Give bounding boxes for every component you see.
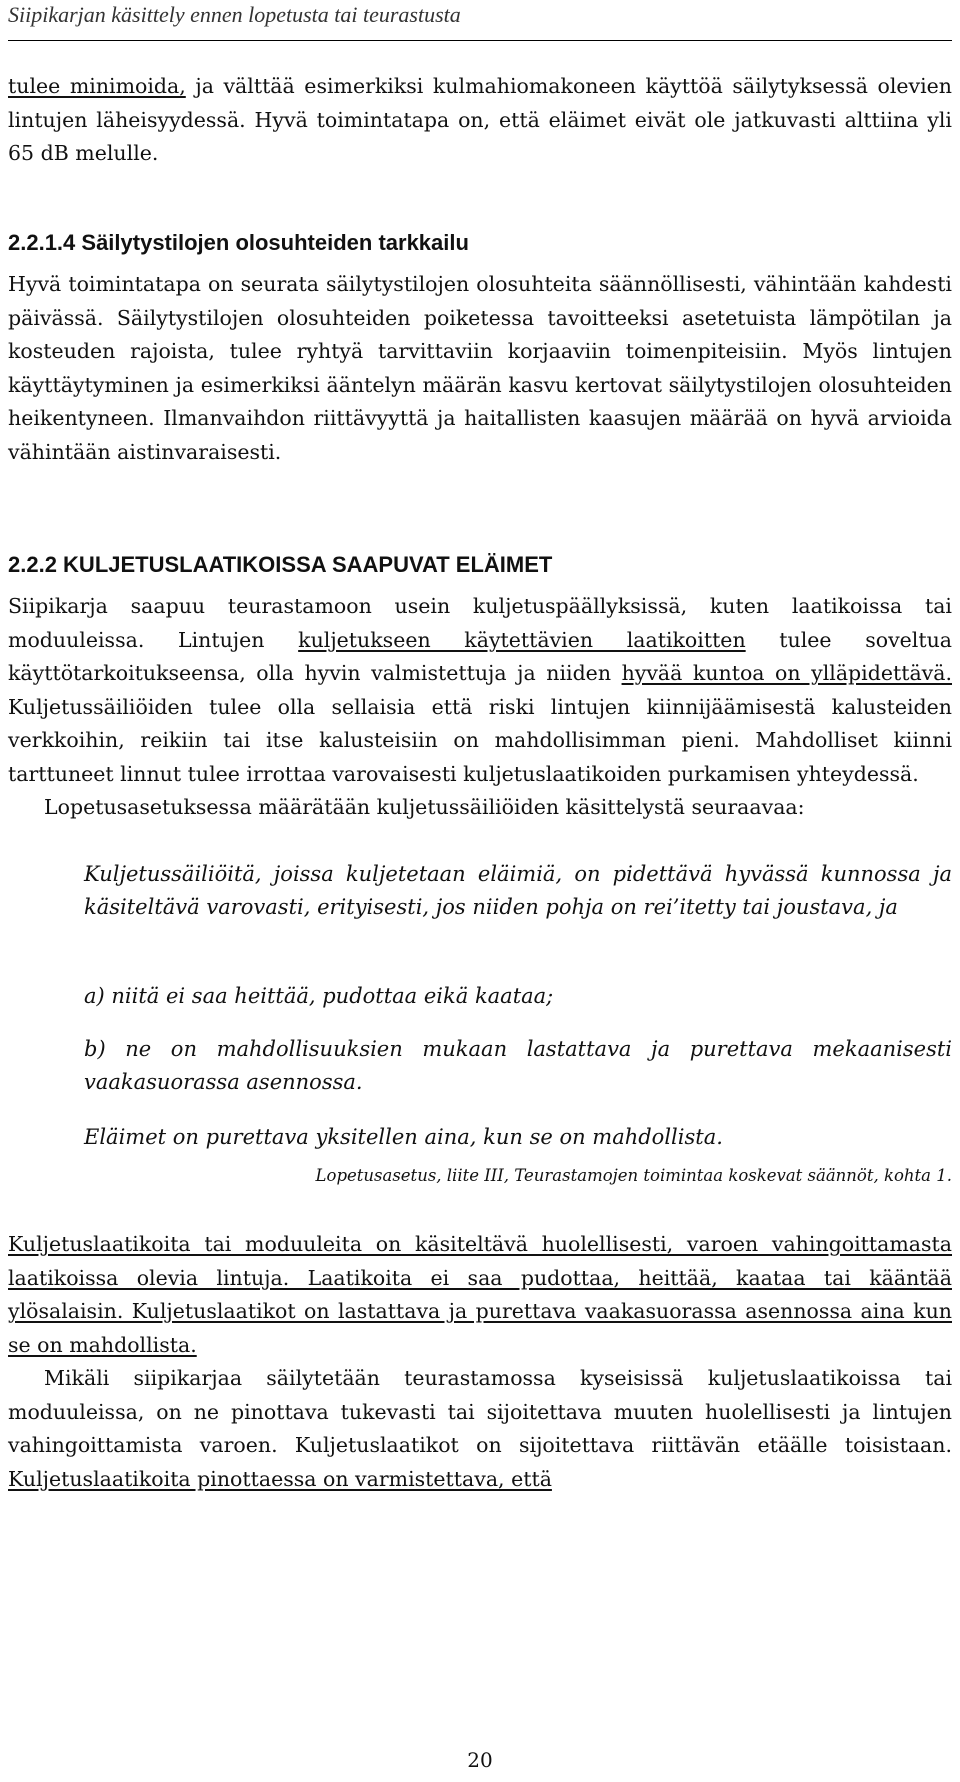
section-2-2-1-4 xyxy=(8,230,952,469)
page-number: 20 xyxy=(467,1748,493,1772)
quote-item-b: b) ne on mahdollisuuksien mukaan lastattava ja purettava mekaanisesti vaakasuorassa asennossa. xyxy=(84,1037,952,1094)
intro-underlined: tulee minimoida, xyxy=(8,74,186,98)
section-paragraph: Hyvä toimintatapa on seurata säilytystilojen olosuhteita säännöllisesti, vähintään kahdesti päivässä. Säilytystilojen olosuhteiden poiketessa tavoitteeksi asetetuista lämpötilan ja kosteuden rajoista, tulee ryhtyä tarvittaviin korjaaviin toimenpiteisiin. Myös lintujen käyttäytyminen ja esimerkiksi ääntelyn määrän kasvu kertovat säilytystilojen olosuhteiden heikentyneen. Ilmanvaihdon riittävyyttä ja haitallisten kaasujen määrää on hyvä arvioida vähintään aistinvaraisesti. xyxy=(8,272,952,464)
quote-closing: Eläimet on purettava yksitellen aina, kun se on mahdollista. xyxy=(84,1125,723,1149)
underlined-text: hyvää kuntoa on ylläpidettävä. xyxy=(621,661,952,685)
closing-paragraph xyxy=(8,1362,952,1496)
intro-rest: ja välttää esimerkiksi kulmahiomakoneen käyttöä säilytyksessä olevien lintujen läheisyydessä. Hyvä toimintatapa on, että eläimet eivät ole jatkuvasti alttiina yli 65 dB melulle. xyxy=(8,74,952,165)
closing-section xyxy=(8,1228,952,1496)
intro-text xyxy=(8,70,952,171)
quote-source: Lopetusasetus, liite III, Teurastamojen toimintaa koskevat säännöt, kohta 1. xyxy=(315,1166,952,1185)
underlined-text: Kuljetuslaatikoita pinottaessa on varmistettava, että xyxy=(8,1466,552,1491)
paragraph-text: Kuljetussäiliöiden tulee olla sellaisia että riski lintujen kiinnijäämisestä kalusteiden verkkoihin, reikiin tai itse kalusteisiin on mahdollisimman pieni. Mahdolliset kiinni tarttuneet linnut tulee irrottaa varovaisesti kuljetuslaatikoiden purkamisen yhteydessä. xyxy=(8,694,952,786)
paragraph-text: Siipikarja saapuu teurastamoon usein kuljetuspäällyksissä, kuten laatikoissa tai moduuleissa. Lintujen xyxy=(8,594,952,652)
intro-paragraph xyxy=(8,70,952,171)
header-divider xyxy=(8,40,952,41)
underlined-text: Kuljetuslaatikoita tai moduuleita on käsiteltävä huolellisesti, varoen vahingoittamasta laatikoissa olevia lintuja. Laatikoita ei saa pudottaa, heittää, kaataa tai kääntää ylösalaisin. Kuljetuslaatikot on lastattava ja purettava vaakasuorassa asennossa aina kun se on mahdollista. xyxy=(8,1232,952,1357)
closing-paragraph xyxy=(8,1228,952,1362)
section-heading: 2.2.2 KULJETUSLAATIKOISSA SAAPUVAT ELÄIMET xyxy=(8,552,553,577)
underlined-text: kuljetukseen käytettävien laatikoitten xyxy=(298,627,746,652)
quote-item-a: a) niitä ei saa heittää, pudottaa eikä kaataa; xyxy=(84,984,554,1008)
section-heading: 2.2.1.4 Säilytystilojen olosuhteiden tarkkailu xyxy=(8,230,469,255)
running-header: Siipikarjan käsittely ennen lopetusta tai teurastusta xyxy=(8,2,461,27)
paragraph-text: Mikäli siipikarjaa säilytetään teurastamossa kyseisissä kuljetuslaatikoissa tai moduuleissa, on ne pinottava tukevasti tai sijoitettava muuten huolellisesti ja lintujen vahingoittamista varoen. Kuljetuslaatikot on sijoitettava riittävän etäälle toisistaan. xyxy=(8,1366,952,1457)
paragraph-text: tulee soveltua käyttötarkoitukseensa, olla hyvin valmistettuja ja niiden xyxy=(8,627,953,685)
section-2-2-2 xyxy=(8,552,952,825)
regulation-lead: Lopetusasetuksessa määrätään kuljetussäiliöiden käsittelystä seuraavaa: xyxy=(44,795,805,819)
section-paragraph xyxy=(8,590,952,791)
quote-paragraph: Kuljetussäiliöitä, joissa kuljetetaan eläimiä, on pidettävä hyvässä kunnossa ja käsiteltävä varovasti, erityisesti, jos niiden pohja on rei’itetty tai joustava, ja xyxy=(84,862,952,919)
